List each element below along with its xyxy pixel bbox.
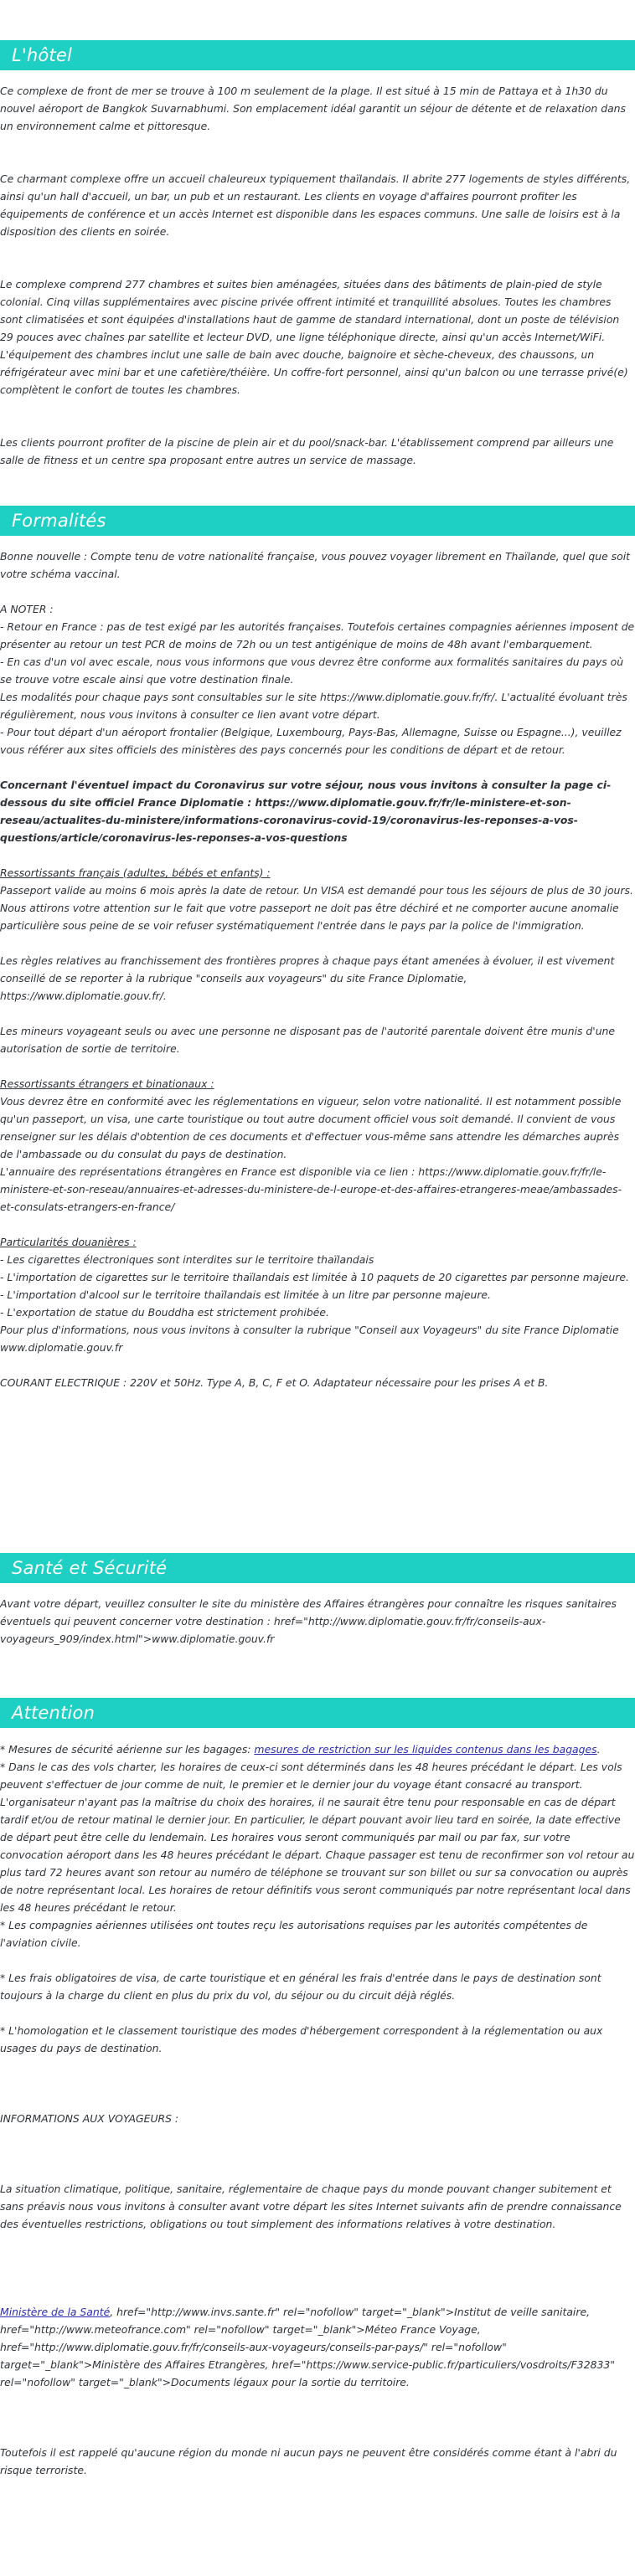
airlines-authorization-text: * Les compagnies aériennes utilisées ont toutes reçu les autorisations requises par les autorités compétentes de l'aviation civile. [0,1919,588,1949]
french-nationals-text: Passeport valide au moins 6 mois après la date de retour. Un VISA est demandé pour tous les séjours de plus de 30 jours. Nous attirons votre attention sur le fait que votre passeport ne doit pas être déchiré et ne comporter aucune anomalie particulière sous peine de se voir refuser systématiquement l'entrée dans le pays par la police de l'immigration. [0,884,633,932]
customs-line: Pour plus d'informations, nous vous invitons à consulter la rubrique "Conseil aux Voyageurs" du site France Diplomatie www.diplomatie.gouv.fr [0,1324,619,1354]
hotel-section-body [0,82,635,469]
formalites-section-title: Formalités [0,506,635,536]
border-rules-text: Les règles relatives au franchissement des frontières propres à chaque pays étant amenées à évoluer, il est vivement conseillé de se reporter à la rubrique "conseils aux voyageurs" du site France Diplomatie, https://www.diplomatie.gouv.fr/. [0,954,615,1002]
customs-heading: Particularités douanières : [0,1236,137,1248]
customs-line: - L'importation d'alcool sur le territoire thaïlandais est limitée à un litre par personne majeure. [0,1288,491,1301]
luggage-suffix: . [596,1743,601,1756]
customs-line: - L'importation de cigarettes sur le territoire thaïlandais est limitée à 10 paquets de 20 cigarettes par personne majeure. [0,1271,629,1283]
sante-section-body [0,1595,635,1648]
hotel-paragraph: Les clients pourront profiter de la piscine de plein air et du pool/snack-bar. L'établissement comprend par ailleurs une salle de fitness et un centre spa proposant entre autres un service de massage. [0,436,614,466]
embassy-directory-text: L'annuaire des représentations étrangères en France est disponible via ce lien : https://www.diplomatie.gouv.fr/fr/le-ministere-et-son-reseau/annuaires-et-adresses-du-ministere-de-l-europe-et-des-affaires-etrangeres-meae/ambassades-et-consulats-etrangers-en-france/ [0,1165,622,1213]
luggage-prefix: * Mesures de sécurité aérienne sur les bagages: [0,1743,255,1756]
note-line: - Retour en France : pas de test exigé par les autorités françaises. Toutefois certaines compagnies aériennes imposent de présenter au retour un test PCR de moins de 72h ou un test antigénique de moins de 48h avant l'embarquement. [0,620,635,650]
minors-text: Les mineurs voyageant seuls ou avec une personne ne disposant pas de l'autorité parentale doivent être munis d'une autorisation de sortie de territoire. [0,1025,616,1055]
mandatory-fees-text: * Les frais obligatoires de visa, de carte touristique et en général les frais d'entrée dans le pays de destination sont toujours à la charge du client en plus du prix du vol, du séjour ou du circuit déjà réglés. [0,1972,601,2002]
useful-links-text [0,2303,635,2391]
hotel-paragraph: Ce complexe de front de mer se trouve à 100 m seulement de la plage. Il est situé à 15 min de Pattaya et à 1h30 du nouvel aéroport de Bangkok Suvarnabhumi. Son emplacement idéal garantit un séjour de détente et de relaxation dans un environnement calme et pittoresque. [0,85,626,132]
customs-line: - L'exportation de statue du Bouddha est strictement prohibée. [0,1306,329,1319]
ministry-health-link[interactable]: Ministère de la Santé [0,2306,111,2318]
hotel-paragraph: Le complexe comprend 277 chambres et suites bien aménagées, situées dans des bâtiments de plain-pied de style colonial. Cinq villas supplémentaires avec piscine privée offrent intimité et tranquillité absolues. Toutes les chambres sont climatisées et sont équipées d'installations haut de gamme de standard international, dont un poste de télévision 29 pouces avec chaînes par satellite et lecteur DVD, une ligne téléphonique directe, ainsi qu'un accès Internet/WiFi. L'équipement des chambres inclut une salle de bain avec douche, baignoire et sèche-cheveux, des chaussons, un réfrigérateur avec mini bar et une cafetière/théière. Un coffre-fort personnel, ainsi qu'un balcon ou une terrasse privé(e) complètent le confort de toutes les chambres. [0,278,628,396]
note-line: - En cas d'un vol avec escale, nous vous informons que vous devrez être conforme aux formalités sanitaires du pays où se trouve votre escale ainsi que votre destination finale. [0,656,624,686]
note-heading: A NOTER : [0,603,54,615]
situation-text: La situation climatique, politique, sanitaire, réglementaire de chaque pays du monde pouvant changer subitement et sans préavis nous vous invitons à consulter avant votre départ les sites Internet suivants afin de prendre connaissance des éventuelles restrictions, obligations ou tout simplement des informations relatives à votre destination. [0,2183,622,2230]
french-nationals-heading: Ressortissants français (adultes, bébés et enfants) : [0,866,271,879]
formalites-intro: Bonne nouvelle : Compte tenu de votre nationalité française, vous pouvez voyager librement en Thaïlande, quel que soit votre schéma vaccinal. [0,550,630,580]
formalites-section-body [0,548,635,1391]
charter-schedule-text: * Dans le cas des vols charter, les horaires de ceux-ci sont déterminés dans les 48 heures précédant le départ. Les vols peuvent s'effectuer de jour comme de nuit, le premier et le dernier jour du voyage étant consacré au transport. L'organisateur n'ayant pas la maîtrise du choix des horaires, il ne saurait être tenu pour responsable en cas de départ tardif et/ou de retour matinal le dernier jour. En particulier, le départ pouvant avoir lieu tard en soirée, la date effective de départ peut être celle du lendemain. Les horaires vous seront communiqués par mail ou par fax, sur votre convocation aéroport dans les 48 heures précédant le départ. Chaque passager est tenu de reconfirmer son vol retour au plus tard 72 heures avant son retour au numéro de téléphone se trouvant sur son billet ou sur sa convocation ou auprès de notre représentant local. Les horaires de retour définitifs vous seront communiqués par notre représentant local dans les 48 heures précédant le retour. [0,1761,635,1914]
useful-links-rest: , href="http://www.invs.sante.fr" rel="nofollow" target="_blank">Institut de veille sanitaire, href="http://www.meteofrance.com" rel="nofollow" target="_blank">Méteo France Voyage, href="http://www.diplomatie.gouv.fr/fr/conseils-aux-voyageurs/conseils-par-pays/" rel="nofollow" target="_blank">Ministère des Affaires Etrangères, href="https://www.service-public.fr/particuliers/vosdroits/F32833" rel="nofollow" target="_blank">Documents légaux pour la sortie du territoire. [0,2306,615,2388]
note-line: - Pour tout départ d'un aéroport frontalier (Belgique, Luxembourg, Pays-Bas, Allemagne, Suisse ou Espagne...), veuillez vous référer aux sites officiels des ministères des pays concernés pour les conditions de départ et de retour. [0,726,622,756]
attention-section-title: Attention [0,1698,635,1728]
sante-section-title: Santé et Sécurité [0,1553,635,1583]
electric-current-text: COURANT ELECTRIQUE : 220V et 50Hz. Type A, B, C, F et O. Adaptateur nécessaire pour les prises A et B. [0,1376,549,1389]
liquids-restriction-link[interactable]: mesures de restriction sur les liquides contenus dans les bagages [254,1743,597,1756]
travellers-info-heading: INFORMATIONS AUX VOYAGEURS : [0,2112,179,2125]
sante-text: Avant votre départ, veuillez consulter le site du ministère des Affaires étrangères pour connaître les risques sanitaires éventuels qui peuvent concerner votre destination : href="http://www.diplomatie.gouv.fr/fr/conseils-aux-voyageurs_909/index.html">www.diplomatie.gouv.fr [0,1597,617,1645]
hotel-paragraph: Ce charmant complexe offre un accueil chaleureux typiquement thaïlandais. Il abrite 277 logements de styles différents, ainsi qu'un hall d'accueil, un bar, un pub et un restaurant. Les clients en voyage d'affaires pourront profiter les équipements de conférence et un accès Internet est disponible dans les espaces communs. Une salle de loisirs est à la disposition des clients en soirée. [0,172,631,238]
terrorism-notice: Toutefois il est rappelé qu'aucune région du monde ni aucun pays ne peuvent être considérés comme étant à l'abri du risque terroriste. [0,2446,617,2476]
coronavirus-notice: Concernant l'éventuel impact du Coronavirus sur votre séjour, nous vous invitons à consulter la page ci-dessous du site officiel France Diplomatie : https://www.diplomatie.gouv.fr/fr/le-ministere-et-son-reseau/actualites-du-ministere/informations-coronavirus-covid-19/coronavirus-les-reponses-a-vos-questions/article/coronavirus-les-reponses-a-vos-questions [0,779,612,844]
customs-line: - Les cigarettes électroniques sont interdites sur le territoire thaïlandais [0,1253,374,1266]
attention-section-body [0,1740,635,2479]
foreign-nationals-heading: Ressortissants étrangers et binationaux : [0,1077,214,1090]
foreign-nationals-text: Vous devrez être en conformité avec les réglementations en vigueur, selon votre nationalité. Il est notamment possible qu'un passeport, un visa, une carte touristique ou tout autre document officiel vous soit demandé. Il convient de vous renseigner sur les délais d'obtention de ces documents et d'effectuer vous-même sans attendre les démarches auprès de l'ambassade ou du consulat du pays de destination. [0,1095,622,1160]
note-line: Les modalités pour chaque pays sont consultables sur le site https://www.diplomatie.gouv.fr/fr/. L'actualité évoluant très régulièrement, nous vous invitons à consulter ce lien avant votre départ. [0,691,627,721]
hotel-section-title: L'hôtel [0,40,635,70]
homologation-text: * L'homologation et le classement touristique des modes d'hébergement correspondent à la réglementation ou aux usages du pays de destination. [0,2024,603,2054]
luggage-security-text [0,1740,635,1758]
